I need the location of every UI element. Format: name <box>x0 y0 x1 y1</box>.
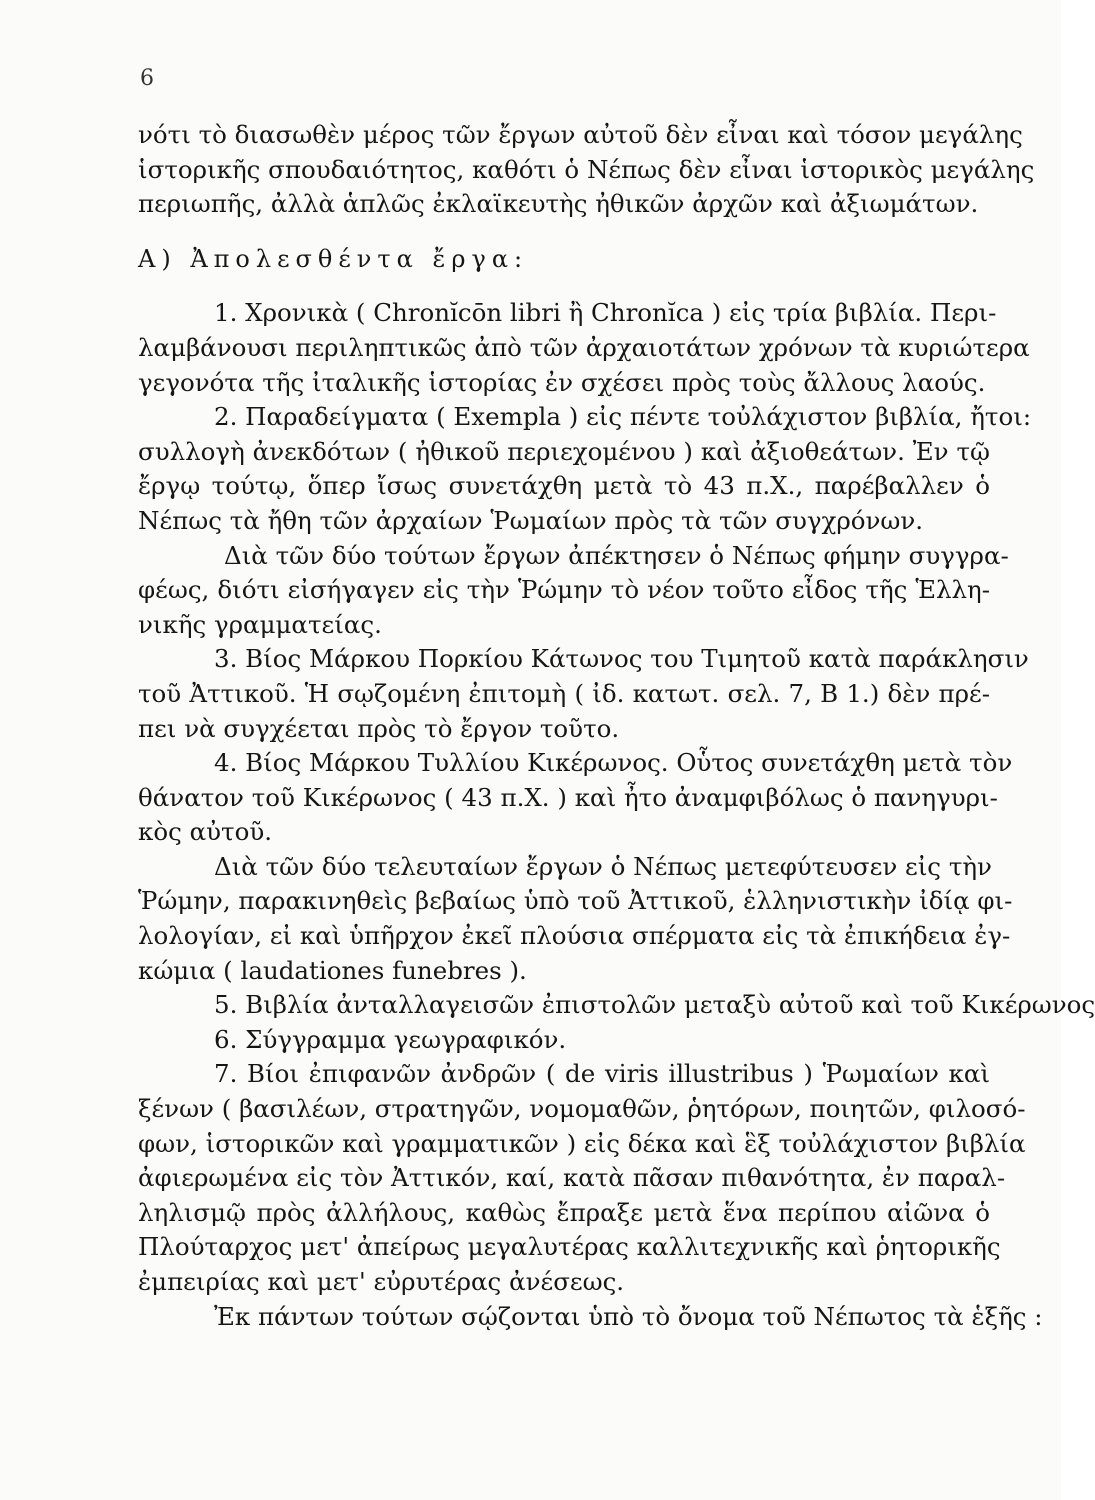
list-item-4: 4. Βίος Μάρκου Τυλλίου Κικέρωνος. Οὗτος συνετάχθη μετὰ τὸν <box>214 748 1013 778</box>
text-line: ληλισμῷ πρὸς ἀλλήλους, καθὼς ἔπραξε μετὰ ἕνα περίπου αἰῶνα ὁ <box>138 1197 990 1227</box>
text-line: Ῥώμην, παρακινηθεὶς βεβαίως ὑπὸ τοῦ Ἀττικοῦ, ἑλληνιστικὴν ἰδίᾳ φι- <box>138 886 1013 916</box>
text-line: τοῦ Ἀττικοῦ. Ἡ σῳζομένη ἐπιτομὴ ( ἰδ. κατωτ. σελ. 7, Β 1.) δὲν πρέ- <box>138 678 990 708</box>
text-line: γεγονότα τῆς ἰταλικῆς ἱστορίας ἐν σχέσει πρὸς τοὺς ἄλλους λαούς. <box>138 367 986 397</box>
text-line: Πλούταρχος μετ' ἀπείρως μεγαλυτέρας καλλιτεχνικῆς καὶ ῥητορικῆς <box>138 1232 1001 1262</box>
list-item-5: 5. Βιβλία ἀνταλλαγεισῶν ἐπιστολῶν μεταξὺ αὐτοῦ καὶ τοῦ Κικέρωνος <box>214 990 1095 1020</box>
paragraph-start: Διὰ τῶν δύο τελευταίων ἔργων ὁ Νέπως μετεφύτευσεν εἰς τὴν <box>214 851 992 881</box>
page-number: 6 <box>140 66 154 91</box>
text-body <box>138 118 1095 1334</box>
list-item-6: 6. Σύγγραμμα γεωγραφικόν. <box>214 1024 567 1054</box>
text-line: ἔργῳ τούτῳ, ὅπερ ἴσως συνετάχθη μετὰ τὸ 43 π.Χ., παρέβαλλεν ὁ <box>138 471 990 501</box>
text-line: νικῆς γραμματείας. <box>138 609 382 639</box>
text-line: ἐμπειρίας καὶ μετ' εὐρυτέρας ἀνέσεως. <box>138 1267 625 1296</box>
list-item-3: 3. Βίος Μάρκου Πορκίου Κάτωνος του Τιμητοῦ κατὰ παράκλησιν <box>214 644 1029 674</box>
text-line: κὸς αὐτοῦ. <box>138 817 272 847</box>
text-line: ἱστορικῆς σπουδαιότητος, καθότι ὁ Νέπως δὲν εἶναι ἱστορικὸς μεγάλης <box>138 154 1035 184</box>
text-line: λαμβάνουσι περιληπτικῶς ἀπὸ τῶν ἀρχαιοτάτων χρόνων τὰ κυριώτερα <box>138 332 1030 362</box>
list-item-2: 2. Παραδείγματα ( Exempla ) εἰς πέντε τοὐλάχιστον βιβλία, ἤτοι: <box>214 402 1032 432</box>
list-item-1: 1. Χρονικὰ ( Chronĭcōn libri ἢ Chronĭca ) εἰς τρία βιβλία. Περι- <box>214 298 997 328</box>
text-line: νότι τὸ διασωθὲν μέρος τῶν ἔργων αὐτοῦ δὲν εἶναι καὶ τόσον μεγάλης <box>138 120 1023 149</box>
text-line: Νέπως τὰ ἤθη τῶν ἀρχαίων Ῥωμαίων πρὸς τὰ τῶν συγχρόνων. <box>138 505 924 535</box>
text-line: πει νὰ συγχέεται πρὸς τὸ ἔργον τοῦτο. <box>138 713 620 743</box>
text-line: συλλογὴ ἀνεκδότων ( ἠθικοῦ περιεχομένου ) καὶ ἀξιοθεάτων. Ἐν τῷ <box>138 436 990 466</box>
text-line: ἀφιερωμένα εἰς τὸν Ἀττικόν, καί, κατὰ πᾶσαν πιθανότητα, ἐν παραλ- <box>138 1163 1006 1193</box>
text-line: φων, ἱστορικῶν καὶ γραμματικῶν ) εἰς δέκα καὶ ἓξ τοὐλάχιστον βιβλία <box>138 1128 1026 1158</box>
section-heading: Α) Ἀπολεσθέντα ἔργα: <box>138 244 529 273</box>
text-line: λολογίαν, εἰ καὶ ὑπῆρχον ἐκεῖ πλούσια σπέρματα εἰς τὰ ἐπικήδεια ἐγ- <box>138 921 1011 951</box>
paragraph-start: Διὰ τῶν δύο τούτων ἔργων ἀπέκτησεν ὁ Νέπως φήμην συγγρα- <box>224 540 1009 570</box>
text-line: περιωπῆς, ἀλλὰ ἁπλῶς ἐκλαϊκευτὴς ἠθικῶν ἀρχῶν καὶ ἀξιωμάτων. <box>138 189 979 219</box>
text-line: κώμια ( laudationes funebres ). <box>138 955 527 985</box>
text-line: θάνατον τοῦ Κικέρωνος ( 43 π.Χ. ) καὶ ἦτο ἀναμφιβόλως ὁ πανηγυρι- <box>138 782 998 812</box>
text-line: φέως, διότι εἰσήγαγεν εἰς τὴν Ῥώμην τὸ νέον τοῦτο εἶδος τῆς Ἑλλη- <box>138 575 990 605</box>
text-line: ξένων ( βασιλέων, στρατηγῶν, νομομαθῶν, ῥητόρων, ποιητῶν, φιλοσό- <box>138 1094 1026 1124</box>
list-item-7: 7. Βίοι ἐπιφανῶν ἀνδρῶν ( de viris illustribus ) Ῥωμαίων καὶ <box>214 1059 990 1089</box>
paragraph-start: Ἐκ πάντων τούτων σῴζονται ὑπὸ τὸ ὄνομα τοῦ Νέπωτος τὰ ἑξῆς : <box>214 1301 1043 1331</box>
